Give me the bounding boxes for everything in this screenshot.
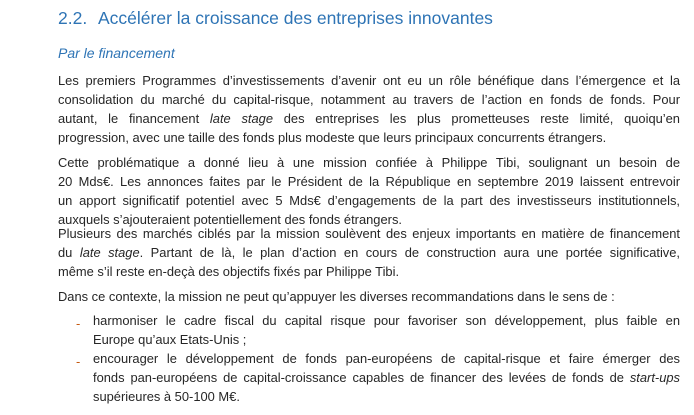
paragraph-line: un apport significatif potentiel avec 5 Mds€ d’engagements de la part des investisseurs institutionnels,	[58, 193, 680, 208]
section-heading	[58, 8, 493, 29]
paragraph-line: auxquels s’ajouteraient potentiellement des fonds étrangers.	[58, 212, 402, 227]
emphasis-text: start-ups	[629, 370, 680, 385]
paragraph-3	[58, 224, 680, 281]
paragraph-line: même s’il reste en-deçà des objectifs fixés par Philippe Tibi.	[58, 264, 400, 279]
bullet-item	[93, 311, 680, 349]
text-run: du	[58, 245, 80, 260]
text-run: des entreprises les plus prometteuses reste limité, quoiqu’en	[273, 111, 680, 126]
paragraph-line: Cette problématique a donné lieu à une mission confiée à Philippe Tibi, soulignant un besoin de	[58, 155, 680, 170]
bullet-marker: -	[76, 316, 81, 331]
subsection-heading: Par le financement	[58, 45, 175, 61]
text-run: fonds pan-européens de capital-croissance capables de financer des levées de fonds de	[93, 370, 630, 385]
bullet-line	[93, 368, 680, 387]
paragraph-line	[58, 109, 680, 128]
bullet-marker: -	[76, 354, 81, 369]
paragraph-line	[58, 243, 680, 262]
paragraph-line: Les premiers Programmes d’investissements d’avenir ont eu un rôle bénéfique dans l’émergence et la	[58, 73, 680, 88]
paragraph-4	[58, 287, 680, 306]
bullet-line: encourager le développement de fonds pan-européens de capital-risque et faire émerger des	[93, 351, 680, 366]
bullet-line: supérieures à 50-100 M€.	[93, 389, 240, 404]
paragraph-line: 20 Mds€. Les annonces faites par le Président de la République en septembre 2019 laissent entrevoir	[58, 174, 680, 189]
paragraph-2	[58, 153, 680, 229]
paragraph-line: progression, avec une taille des fonds plus modeste que leurs principaux concurrents étrangers.	[58, 130, 607, 145]
text-run: autant, le financement	[58, 111, 210, 126]
bullet-line: Europe qu’aux Etats-Unis ;	[93, 332, 247, 347]
emphasis-text: late stage	[79, 245, 140, 260]
bullet-line: harmoniser le cadre fiscal du capital risque pour favoriser son développement, plus faible en	[93, 313, 680, 328]
bullet-item	[93, 349, 680, 406]
paragraph-line: Plusieurs des marchés ciblés par la mission soulèvent des enjeux importants en matière de financement	[58, 226, 680, 241]
section-title-text: Accélérer la croissance des entreprises innovantes	[98, 8, 493, 28]
paragraph-line: Dans ce contexte, la mission ne peut qu’appuyer les diverses recommandations dans le sens de :	[58, 289, 615, 304]
paragraph-1	[58, 71, 680, 147]
paragraph-line: consolidation du marché du capital-risque, notamment au travers de l’action en fonds de fonds. Pour	[58, 92, 680, 107]
text-run: . Partant de là, le plan d’action en cours de construction aura une portée significative,	[139, 245, 681, 260]
section-number: 2.2.	[58, 8, 88, 28]
emphasis-text: late stage	[209, 111, 273, 126]
